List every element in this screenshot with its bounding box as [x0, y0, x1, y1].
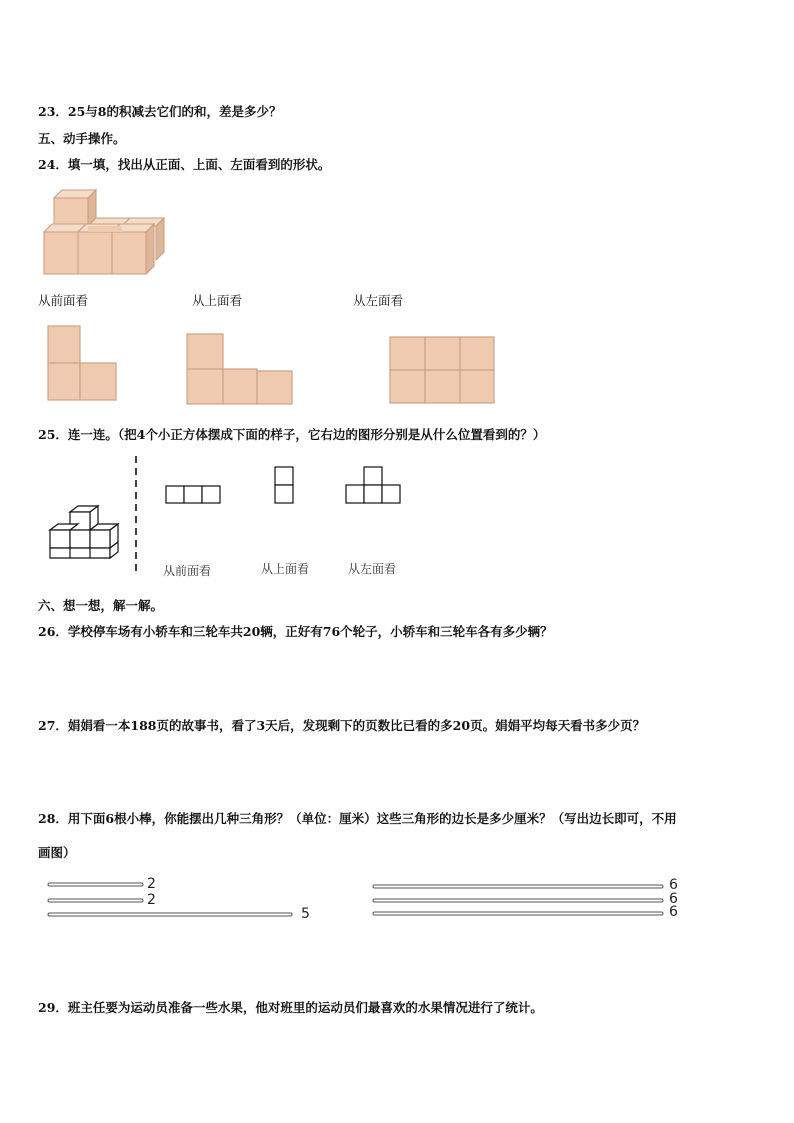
q25-top-label: 从上面看	[261, 562, 310, 576]
q28-stick-left-3	[47, 912, 297, 918]
q28-stick-right-1	[372, 884, 667, 890]
q24-front-label: 从前面看	[38, 293, 89, 308]
q28-stick-left-2-length: 2	[147, 892, 156, 908]
q25-shape-t-shape	[345, 466, 403, 506]
q24-top-view	[187, 334, 295, 406]
q28-stick-right-2-length: 6	[669, 891, 678, 907]
q24-top-label: 从上面看	[192, 293, 243, 308]
q28-stick-right-2	[372, 898, 667, 904]
question-25: 25．连一连。（把4个小正方体摆成下面的样子，它右边的图形分别是从什么位置看到的？）	[38, 427, 546, 442]
q28-stick-left-1-length: 2	[147, 876, 156, 892]
q28-stick-left-1	[47, 882, 147, 888]
question-29: 29．班主任要为运动员准备一些水果，他对班里的运动员们最喜欢的水果情况进行了统计。	[38, 1000, 543, 1015]
section-5-heading: 五、动手操作。	[38, 131, 126, 146]
question-27: 27．娟娟看一本188页的故事书，看了3天后，发现剩下的页数比已看的多20页。娟娟平均每天看书多少页？	[38, 718, 646, 733]
q25-shape-three-row	[165, 485, 223, 505]
q24-left-view	[390, 337, 496, 405]
question-23: 23．25与8的积减去它们的和，差是多少？	[38, 104, 282, 119]
q28-stick-left-2	[47, 898, 147, 904]
q24-front-view	[48, 326, 118, 402]
q25-shape-two-stack	[274, 466, 296, 506]
q24-cube-figure	[40, 186, 175, 278]
q28-stick-right-1-length: 6	[669, 877, 678, 893]
q28-stick-right-3	[372, 911, 667, 917]
q28-stick-right-3-length: 6	[669, 904, 678, 920]
question-28-line1: 28．用下面6根小棒，你能摆出几种三角形？（单位：厘米）这些三角形的边长是多少厘米？（写出边长即可，不用	[38, 811, 677, 826]
q25-front-label: 从前面看	[163, 564, 212, 578]
section-6-heading: 六、想一想，解一解。	[38, 598, 164, 613]
q25-dashed-divider	[134, 456, 138, 578]
q25-left-label: 从左面看	[348, 562, 397, 576]
question-28-line2: 画图）	[38, 845, 76, 860]
q28-stick-left-3-length: 5	[301, 906, 310, 922]
q24-left-label: 从左面看	[353, 293, 404, 308]
question-26: 26．学校停车场有小轿车和三轮车共20辆，正好有76个轮子，小轿车和三轮车各有多少辆？	[38, 624, 553, 639]
question-24: 24．填一填，找出从正面、上面、左面看到的形状。	[38, 157, 331, 172]
q25-cube-figure	[46, 504, 126, 564]
